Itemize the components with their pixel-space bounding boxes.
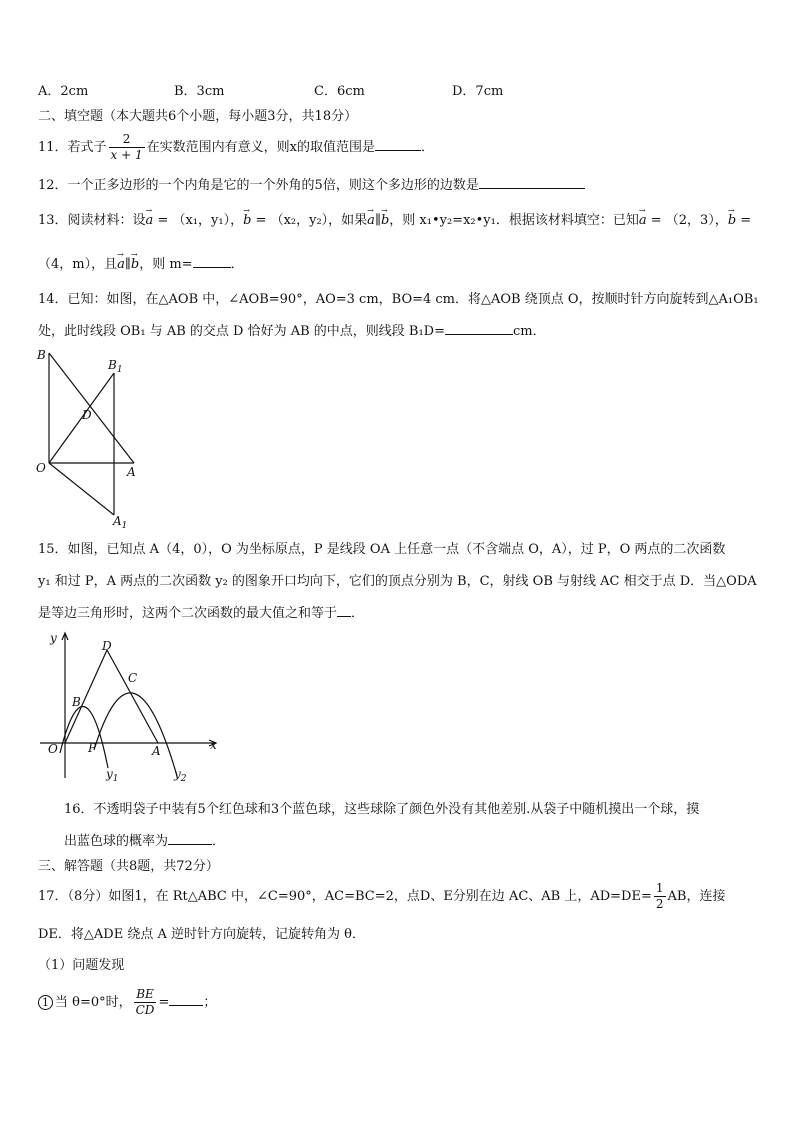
q13-line1: 13．阅读材料：设→ a = （x₁，y₁），→ b = （x₂，y₂），如果→ a∥→ b，则 x₁•y₂=x₂•y₁．根据该材料填空：已知→ a = （2，3），→ b =	[38, 212, 751, 230]
q14-line1: 14．已知：如图，在△AOB 中，∠AOB=90°，AO=3 cm，BO=4 cm．将△AOB 绕顶点 O，按顺时针方向旋转到△A₁OB₁	[38, 292, 759, 307]
q10-options	[38, 83, 504, 101]
q13-answer-blank	[193, 255, 231, 268]
q11: 11．若式子 $\frac{2}{x + 1}$ 在实数范围内有意义，则x的取值范围是 ．	[38, 132, 434, 162]
label-b: B	[37, 348, 46, 362]
q17-fraction: $\frac{1}{2}$	[655, 881, 664, 911]
q15-line2: y₁ 和过 P，A 两点的二次函数 y₂ 的图象开口均向下，它们的顶点分别为 B，C，射线 OB 与射线 AC 相交于点 D．当△ODA	[38, 574, 757, 589]
option-c: C．6cm	[314, 84, 365, 99]
label-a1: $A_1$	[113, 514, 128, 530]
segment-oa1	[49, 463, 114, 515]
label-y: y	[50, 631, 57, 645]
label-d: D	[102, 639, 112, 653]
q17-answer-blank	[169, 993, 203, 1006]
q15-line3: 是等边三角形时，这两个二次函数的最大值之和等于 ．	[38, 606, 365, 621]
label-b1: $B_1$	[108, 358, 123, 375]
q17-line1: 17．（8分）如图1，在 Rt△ABC 中，∠C=90°，AC=BC=2，点D、E分别在边 AC、AB 上，AD=DE= $\frac{1}{2}$ AB，连接	[38, 881, 726, 911]
q13-line2: （4，m），且→ a∥→ b，则 m= ．	[38, 255, 244, 274]
label-b: B	[72, 695, 81, 709]
label-a: A	[152, 744, 161, 758]
q15-line1: 15．如图，已知点 A（4，0），O 为坐标原点，P 是线段 OA 上任意一点（不含端点 O，A），过 P，O 两点的二次函数	[38, 542, 726, 557]
label-a: A	[127, 465, 136, 479]
q17-ratio: $\frac{BE}{CD}$	[135, 987, 155, 1017]
q15-answer-blank	[337, 604, 351, 617]
q14-answer-blank	[445, 322, 513, 335]
segment-ad	[107, 650, 158, 743]
option-a: A．2cm	[38, 84, 89, 99]
q11-fraction: $\frac{2}{x + 1}$	[110, 132, 143, 162]
q17-line2: DE．将△ADE 绕点 A 逆时针方向旋转，记旋转角为 θ．	[38, 927, 365, 942]
q12: 12．一个正多边形的一个内角是它的一个外角的5倍，则这个多边形的边数是	[38, 176, 585, 195]
q17-subheading: （1）问题发现	[38, 958, 125, 973]
q14-line2: 处，此时线段 OB₁ 与 AB 的交点 D 恰好为 AB 的中点，则线段 B₁D= cm．	[38, 324, 546, 339]
label-p: P	[88, 741, 97, 755]
section2-title: 二、填空题（本大题共6个小题，每小题3分，共18分）	[38, 109, 358, 124]
q16-answer-blank	[168, 832, 212, 845]
label-o: O	[36, 461, 46, 475]
q17-item1: 1 当 θ=0°时， $\frac{BE}{CD}$ = ；	[38, 982, 216, 1024]
q11-answer-blank	[375, 138, 421, 151]
q12-answer-blank	[479, 176, 585, 189]
label-d: D	[82, 408, 92, 422]
section3-title: 三、解答题（共8题，共72分）	[38, 859, 219, 874]
label-y2: $y_2$	[174, 767, 187, 784]
label-y1: $y_1$	[106, 767, 119, 784]
label-c: C	[128, 671, 138, 685]
parabola-y2	[94, 693, 177, 776]
circled-number: 1	[38, 995, 53, 1010]
q16-line2: 出蓝色球的概率为 ．	[64, 834, 226, 849]
q14-figure	[34, 345, 144, 530]
q15-figure	[36, 628, 226, 788]
label-x: x	[210, 738, 217, 752]
q16-line1: 16．不透明袋子中装有5个红色球和3个蓝色球，这些球除了颜色外没有其他差别.从袋子中随机摸出一个球，摸	[64, 802, 700, 817]
label-o: O	[48, 742, 58, 756]
option-d: D．7cm	[452, 84, 504, 99]
option-b: B．3cm	[174, 84, 225, 99]
